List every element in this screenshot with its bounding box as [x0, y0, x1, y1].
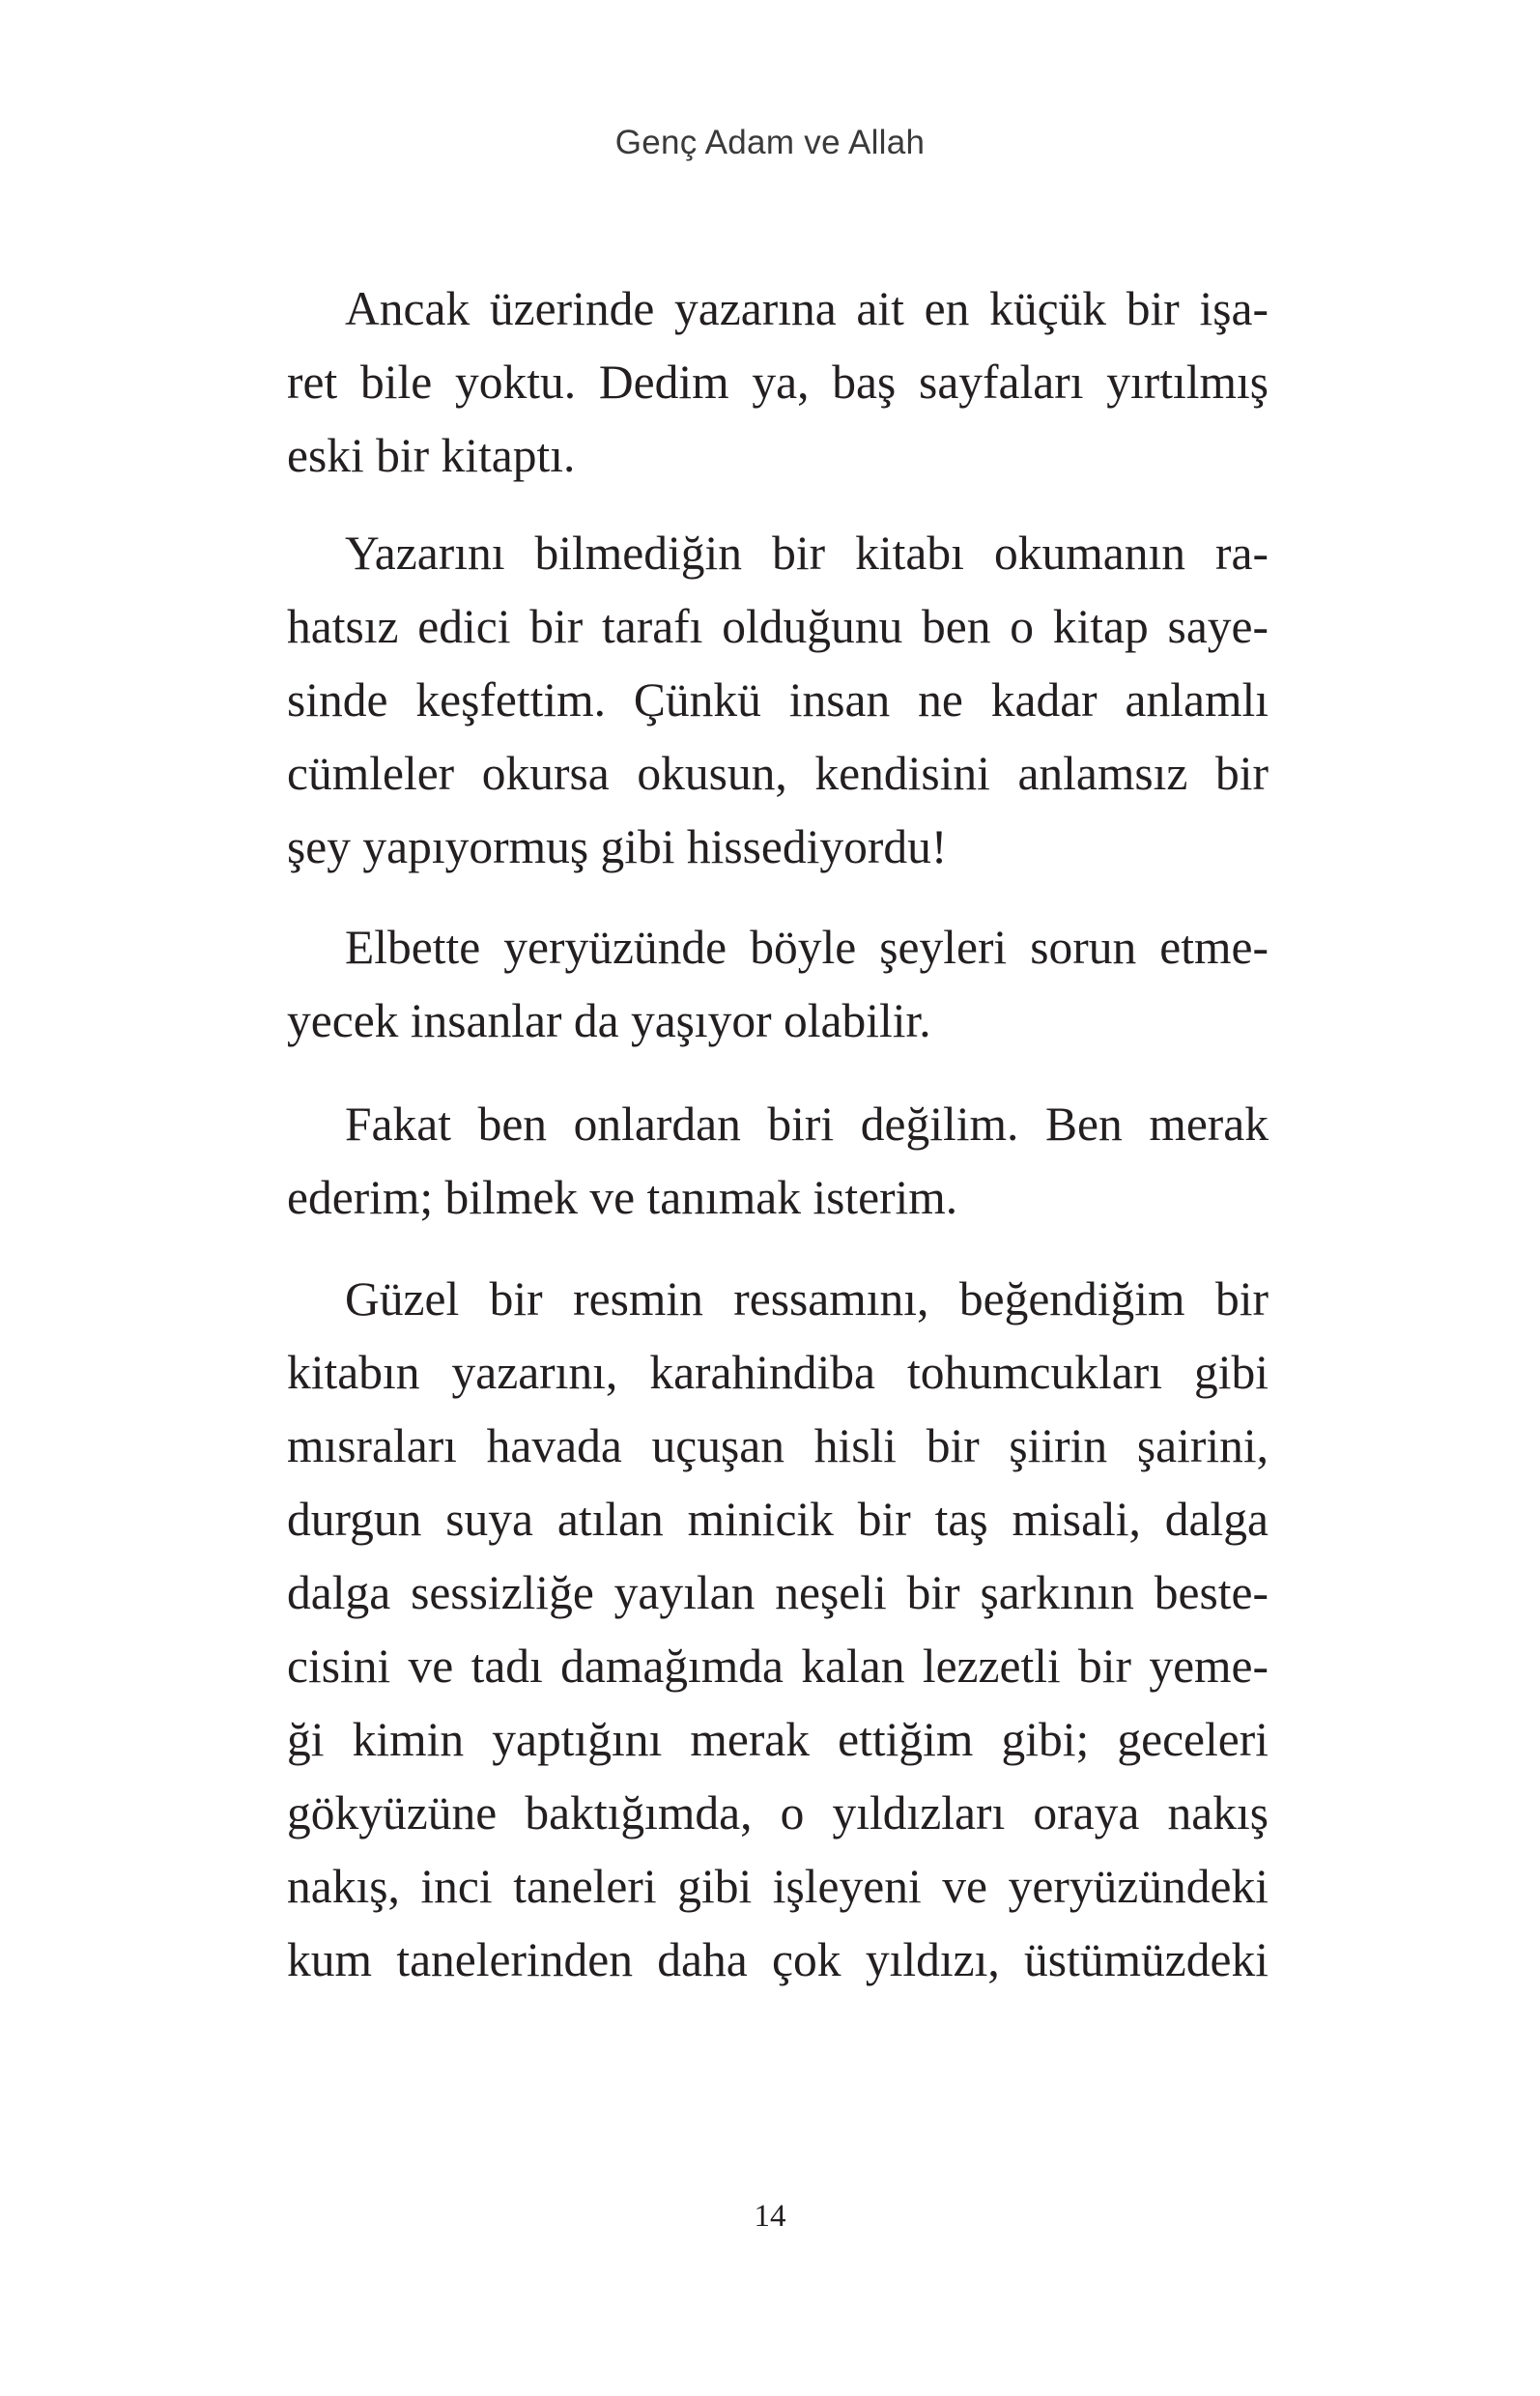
text-line: cümleler okursa okusun, kendisini anlamsız bir [287, 747, 1269, 800]
text-line: şey yapıyormuş gibi hissediyordu! [287, 820, 948, 873]
text-line: sinde keşfettim. Çünkü insan ne kadar anlamlı [287, 673, 1269, 727]
text-line: Elbette yeryüzünde böyle şeyleri sorun etme- [345, 921, 1269, 974]
page-number: 14 [754, 2199, 786, 2234]
paragraph [287, 517, 1269, 884]
text-line: Fakat ben onlardan biri değilim. Ben merak [345, 1098, 1269, 1151]
text-line: nakış, inci taneleri gibi işleyeni ve yeryüzündeki [287, 1860, 1269, 1913]
text-line: ği kimin yaptığını merak ettiğim gibi; geceleri [287, 1713, 1269, 1766]
text-line: mısraları havada uçuşan hisli bir şiirin şairini, [287, 1419, 1269, 1472]
text-line: ederim; bilmek ve tanımak isterim. [287, 1171, 958, 1224]
text-line: yecek insanlar da yaşıyor olabilir. [287, 994, 931, 1047]
text-line: durgun suya atılan minicik bir taş misali, dalga [287, 1493, 1269, 1546]
text-line: gökyüzüne baktığımda, o yıldızları oraya nakış [287, 1786, 1269, 1840]
paragraph [287, 911, 1269, 1058]
text-line: Güzel bir resmin ressamını, beğendiğim bir [345, 1272, 1269, 1326]
text-line: kitabın yazarını, karahindiba tohumcukları gibi [287, 1346, 1269, 1399]
text-line: cisini ve tadı damağımda kalan lezzetli bir yeme- [287, 1640, 1269, 1693]
text-line: ret bile yoktu. Dedim ya, baş sayfaları yırtılmış [287, 356, 1269, 409]
text-line: dalga sessizliğe yayılan neşeli bir şarkının beste- [287, 1566, 1269, 1619]
text-line: eski bir kitaptı. [287, 429, 576, 482]
text-line: kum tanelerinden daha çok yıldızı, üstümüzdeki [287, 1933, 1269, 1986]
text-line: Ancak üzerinde yazarına ait en küçük bir işa- [345, 282, 1269, 335]
running-header: Genç Adam ve Allah [614, 124, 926, 161]
paragraph [287, 272, 1269, 493]
paragraph [287, 1088, 1269, 1235]
text-line: hatsız edici bir tarafı olduğunu ben o kitap saye- [287, 600, 1269, 653]
text-line: Yazarını bilmediğin bir kitabı okumanın ra- [345, 527, 1269, 580]
body-text [287, 272, 1269, 2024]
paragraph [287, 1263, 1269, 1997]
